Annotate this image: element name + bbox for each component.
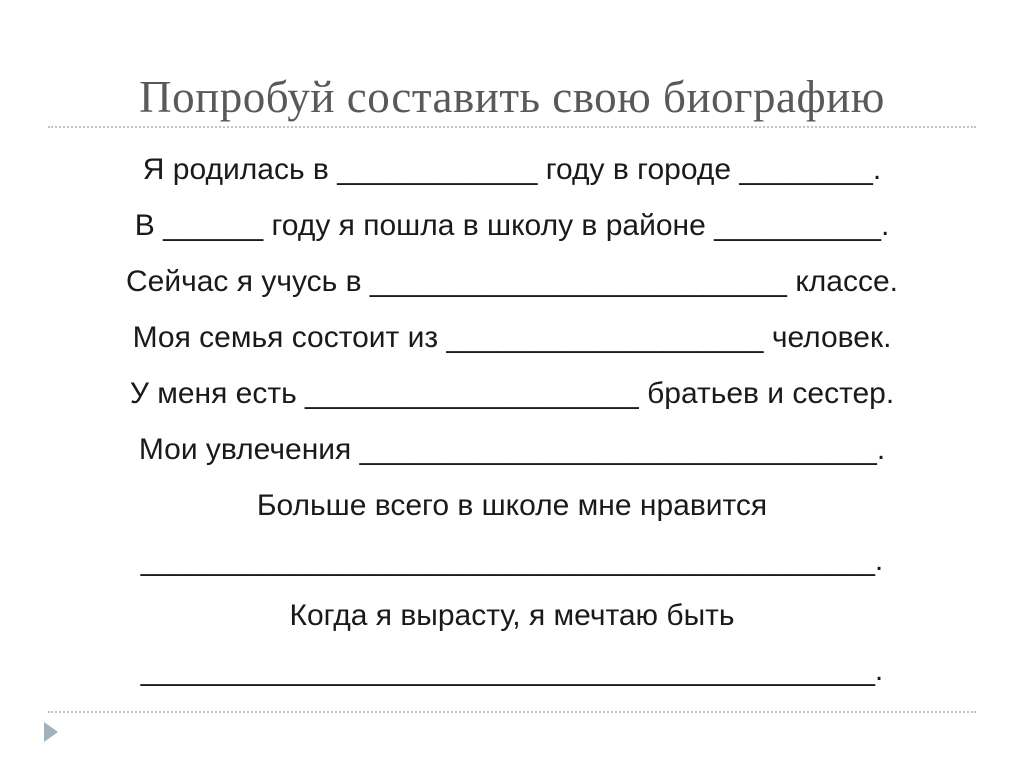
form-line-dream-blank: ____________________________________________. xyxy=(140,654,884,687)
form-line-favorite-subject-blank: ____________________________________________. xyxy=(140,544,884,577)
form-line-school-start: В ______ году я пошла в школу в районе __________. xyxy=(134,209,890,242)
form-line-birth: Я родилась в ____________ году в городе ________. xyxy=(142,153,882,186)
form-line-grade: Сейчас я учусь в _________________________ классе. xyxy=(126,265,898,298)
form-line-hobbies: Мои увлечения _______________________________. xyxy=(138,433,886,466)
top-divider xyxy=(48,126,976,128)
bottom-divider xyxy=(48,711,976,713)
form-line-siblings: У меня есть ____________________ братьев и сестер. xyxy=(129,377,895,410)
form-line-favorite-subject: Больше всего в школе мне нравится xyxy=(256,489,768,522)
form-line-dream: Когда я вырасту, я мечтаю быть xyxy=(289,599,735,632)
triangle-arrow-icon xyxy=(44,722,58,742)
biography-form xyxy=(0,142,1024,698)
form-line-family: Моя семья состоит из ___________________ человек. xyxy=(132,321,892,354)
slide-title: Попробуй составить свою биографию xyxy=(139,72,885,122)
